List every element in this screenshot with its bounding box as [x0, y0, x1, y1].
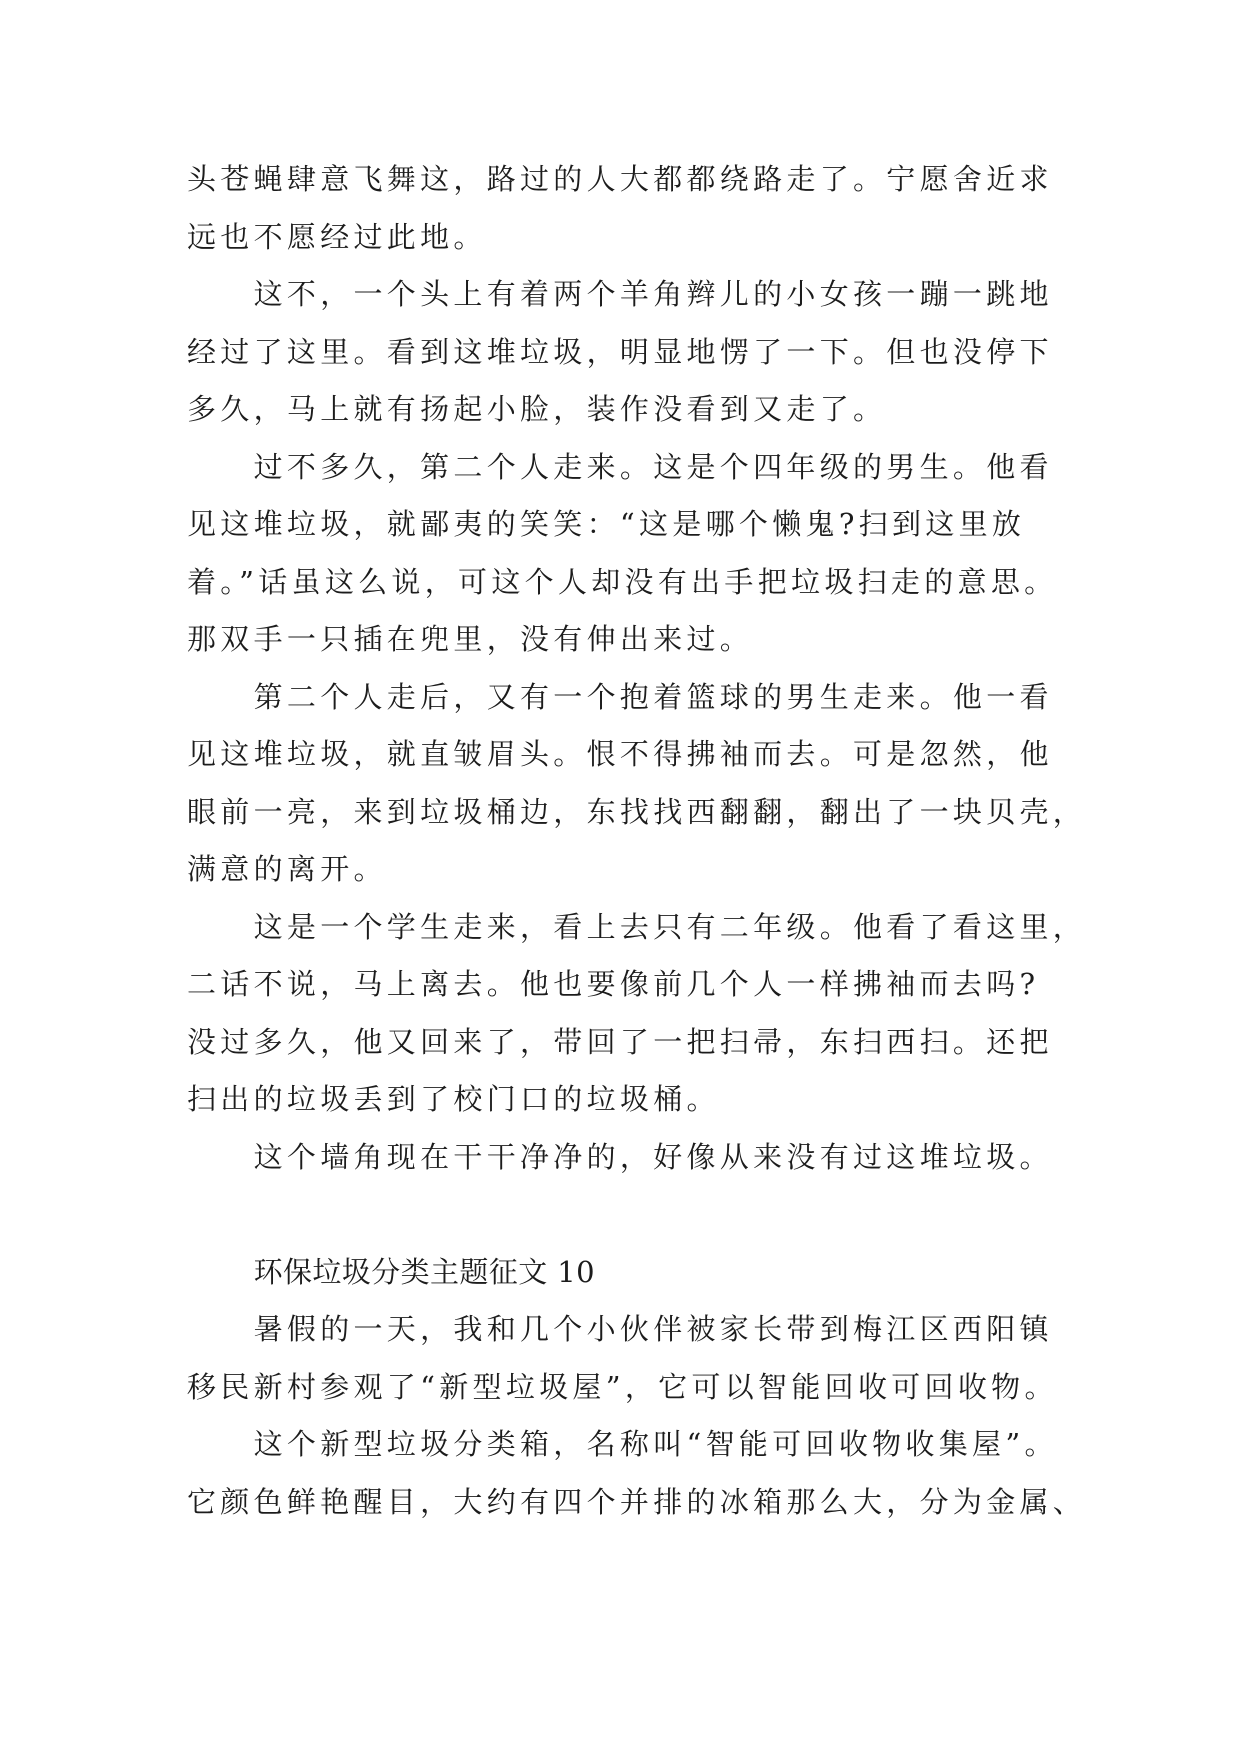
text-line: 第二个人走后，又有一个抱着篮球的男生走来。他一看 — [253, 679, 1053, 714]
essay-title: 环保垃圾分类主题征文 10 — [253, 1254, 595, 1289]
text-line: 这个新型垃圾分类箱，名称叫“智能可回收物收集屋”。 — [253, 1427, 1058, 1461]
text-line: 这个墙角现在干干净净的，好像从来没有过这堆垃圾。 — [253, 1139, 1053, 1174]
text-line: 满意的离开。 — [187, 852, 387, 886]
text-line: 眼前一亮，来到垃圾桶边，东找找西翻翻，翻出了一块贝壳， — [187, 794, 1087, 829]
text-line: 见这堆垃圾，就直皱眉头。恨不得拂袖而去。可是忽然，他 — [187, 737, 1053, 771]
text-line: 这不，一个头上有着两个羊角辫儿的小女孩一蹦一跳地 — [253, 277, 1053, 311]
text-line: 见这堆垃圾，就鄙夷的笑笑：“这是哪个懒鬼?扫到这里放 — [187, 507, 1026, 541]
paragraph — [187, 1301, 1127, 1416]
paragraph — [187, 899, 1127, 1129]
text-line: 着。”话虽这么说，可这个人却没有出手把垃圾扫走的意思。 — [187, 564, 1058, 599]
text-line: 远也不愿经过此地。 — [187, 219, 487, 254]
text-line: 扫出的垃圾丢到了校门口的垃圾桶。 — [187, 1082, 720, 1116]
page-body — [187, 151, 1127, 1531]
text-line: 经过了这里。看到这堆垃圾，明显地愣了一下。但也没停下 — [187, 334, 1053, 369]
text-line: 移民新村参观了“新型垃圾屋”，它可以智能回收可回收物。 — [187, 1369, 1058, 1404]
paragraph — [187, 1416, 1127, 1531]
text-line: 多久，马上就有扬起小脸，装作没看到又走了。 — [187, 392, 887, 426]
paragraph — [187, 266, 1127, 439]
text-line: 没过多久，他又回来了，带回了一把扫帚，东扫西扫。还把 — [187, 1024, 1053, 1059]
paragraph — [187, 1129, 1127, 1187]
text-line: 过不多久，第二个人走来。这是个四年级的男生。他看 — [253, 449, 1053, 484]
text-line: 这是一个学生走来，看上去只有二年级。他看了看这里， — [253, 909, 1087, 944]
paragraph — [187, 439, 1127, 669]
text-line: 暑假的一天，我和几个小伙伴被家长带到梅江区西阳镇 — [253, 1312, 1053, 1346]
text-line: 二话不说，马上离去。他也要像前几个人一样拂袖而去吗? — [187, 967, 1040, 1001]
paragraph — [187, 669, 1127, 899]
text-line: 头苍蝇肆意飞舞这，路过的人大都都绕路走了。宁愿舍近求 — [187, 162, 1053, 196]
paragraph-continued — [187, 151, 1127, 266]
blank-line — [187, 1186, 1127, 1244]
text-line: 它颜色鲜艳醒目，大约有四个并排的冰箱那么大，分为金属、 — [187, 1484, 1087, 1519]
text-line: 那双手一只插在兜里，没有伸出来过。 — [187, 622, 754, 656]
